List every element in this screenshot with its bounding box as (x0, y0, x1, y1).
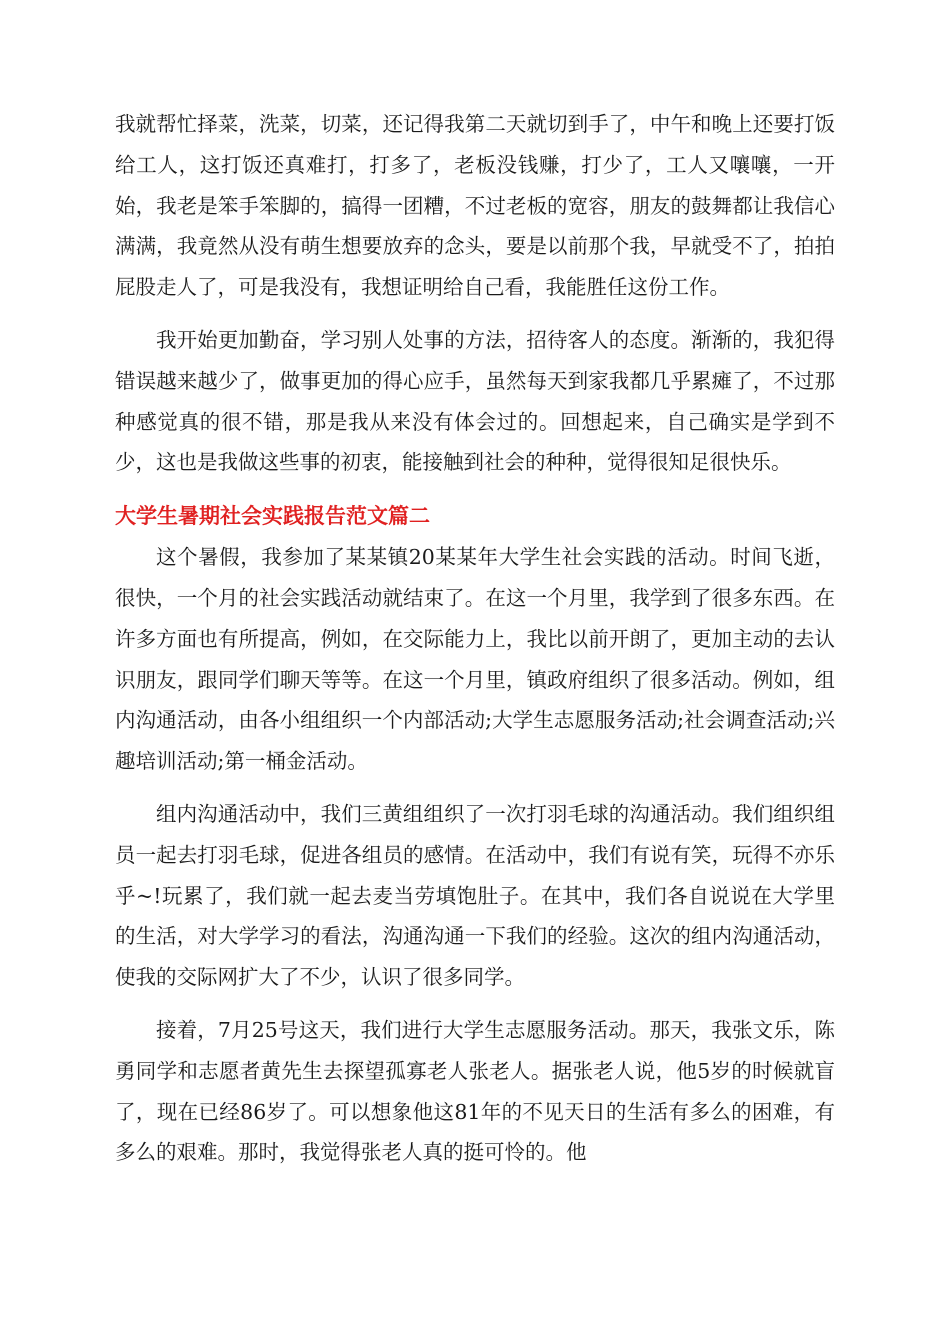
paragraph-diligence: 我开始更加勤奋，学习别人处事的方法，招待客人的态度。渐渐的，我犯得错误越来越少了，做事更加的得心应手，虽然每天到家我都几乎累瘫了，不过那种感觉真的很不错，那是我从来没有体会过的。回想起来，自己确实是学到不少，这也是我做这些事的初衷，能接触到社会的种种，觉得很知足很快乐。 (115, 327, 835, 475)
paragraph-summer-practice: 这个暑假，我参加了某某镇20某某年大学生社会实践的活动。时间飞逝，很快，一个月的社会实践活动就结束了。在这一个月里，我学到了很多东西。在许多方面也有所提高，例如，在交际能力上，我比以前开朗了，更加主动的去认识朋友，跟同学们聊天等等。在这一个月里，镇政府组织了很多活动。例如，组内沟通活动，由各小组组织一个内部活动;大学生志愿服务活动;社会调查活动;兴趣培训活动;第一桶金活动。 (115, 545, 835, 774)
section-heading: 大学生暑期社会实践报告范文篇二 (115, 504, 430, 529)
document-body (115, 104, 835, 1173)
paragraph-group-activity: 组内沟通活动中，我们三黄组组织了一次打羽毛球的沟通活动。我们组织组员一起去打羽毛球，促进各组员的感情。在活动中，我们有说有笑，玩得不亦乐乎~!玩累了，我们就一起去麦当劳填饱肚子。在其中，我们各自说说在大学里的生活，对大学学习的看法，沟通沟通一下我们的经验。这次的组内沟通活动，使我的交际网扩大了不少，认识了很多同学。 (115, 801, 835, 990)
paragraph-continued: 我就帮忙择菜，洗菜，切菜，还记得我第二天就切到手了，中午和晚上还要打饭给工人，这打饭还真难打，打多了，老板没钱赚，打少了，工人又嚷嚷，一开始，我老是笨手笨脚的，搞得一团糟，不过老板的宽容，朋友的鼓舞都让我信心满满，我竟然从没有萌生想要放弃的念头，要是以前那个我，早就受不了，拍拍屁股走人了，可是我没有，我想证明给自己看，我能胜任这份工作。 (115, 112, 835, 300)
paragraph-volunteer-activity: 接着，7月25号这天，我们进行大学生志愿服务活动。那天，我张文乐，陈勇同学和志愿者黄先生去探望孤寡老人张老人。据张老人说，他5岁的时候就盲了，现在已经86岁了。可以想象他这81年的不见天日的生活有多么的困难，有多么的艰难。那时，我觉得张老人真的挺可怜的。他 (115, 1017, 835, 1165)
